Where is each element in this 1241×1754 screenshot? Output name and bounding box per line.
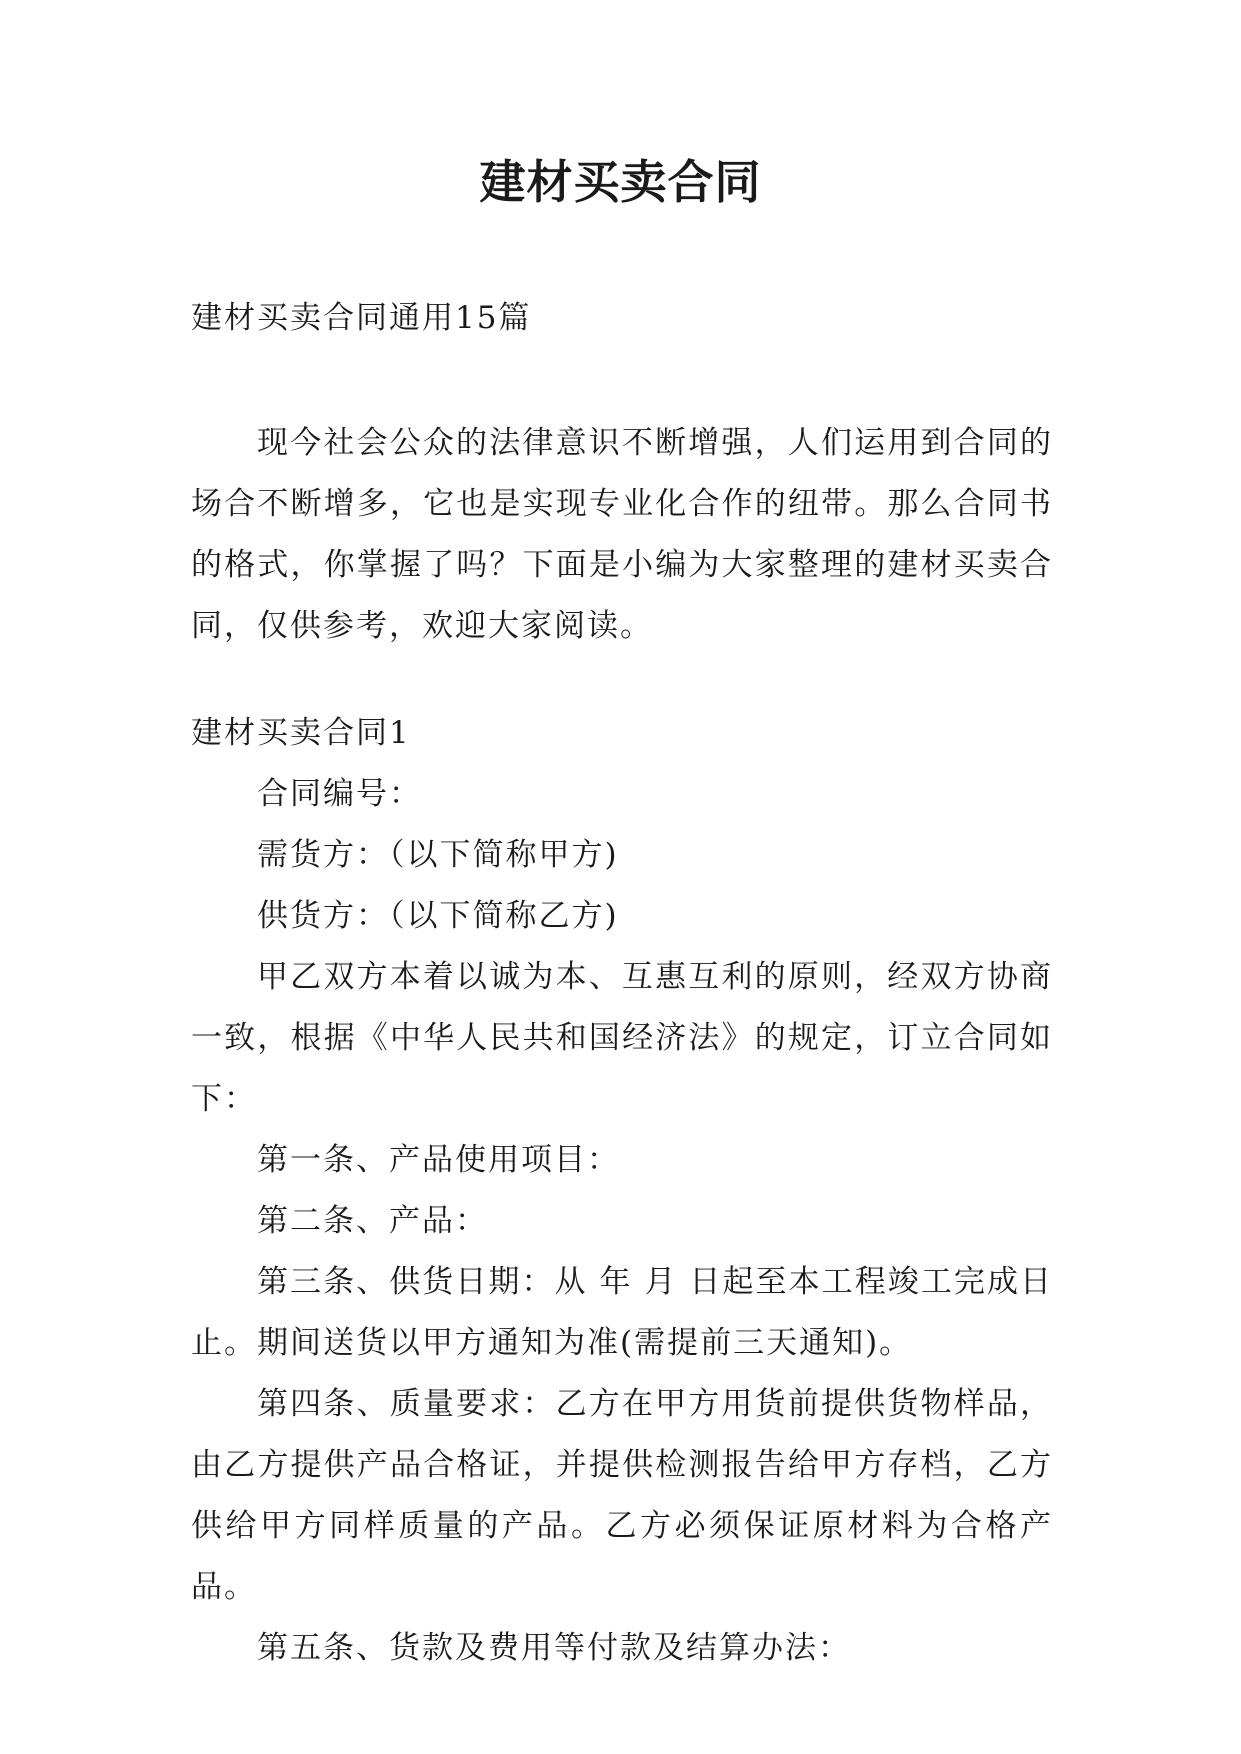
preamble-paragraph: 甲乙双方本着以诚为本、互惠互利的原则，经双方协商一致，根据《中华人民共和国经济法》的规定，订立合同如下： — [191, 959, 1053, 1117]
document-subtitle: 建材买卖合同通用15篇 — [191, 300, 532, 336]
contract-body — [191, 703, 1053, 1679]
section-heading: 建材买卖合同1 — [191, 715, 411, 751]
supplier-line: 供货方：（以下简称乙方) — [257, 898, 619, 934]
intro-paragraph: 现今社会公众的法律意识不断增强，人们运用到合同的场合不断增多，它也是实现专业化合作的纽带。那么合同书的格式，你掌握了吗？下面是小编为大家整理的建材买卖合同，仅供参考，欢迎大家阅读。 — [191, 425, 1053, 644]
article-2: 第二条、产品： — [257, 1203, 488, 1239]
article-5: 第五条、货款及费用等付款及结算办法： — [257, 1630, 851, 1666]
article-1: 第一条、产品使用项目： — [257, 1142, 620, 1178]
document-title: 建材买卖合同 — [479, 155, 762, 209]
contract-number-line: 合同编号： — [257, 776, 422, 812]
buyer-line: 需货方：（以下简称甲方) — [257, 837, 619, 873]
article-4: 第四条、质量要求：乙方在甲方用货前提供货物样品，由乙方提供产品合格证，并提供检测报告给甲方存档，乙方供给甲方同样质量的产品。乙方必须保证原材料为合格产品。 — [191, 1386, 1053, 1605]
article-3: 第三条、供货日期：从 年 月 日起至本工程竣工完成日止。期间送货以甲方通知为准(需提前三天通知)。 — [191, 1264, 1053, 1361]
